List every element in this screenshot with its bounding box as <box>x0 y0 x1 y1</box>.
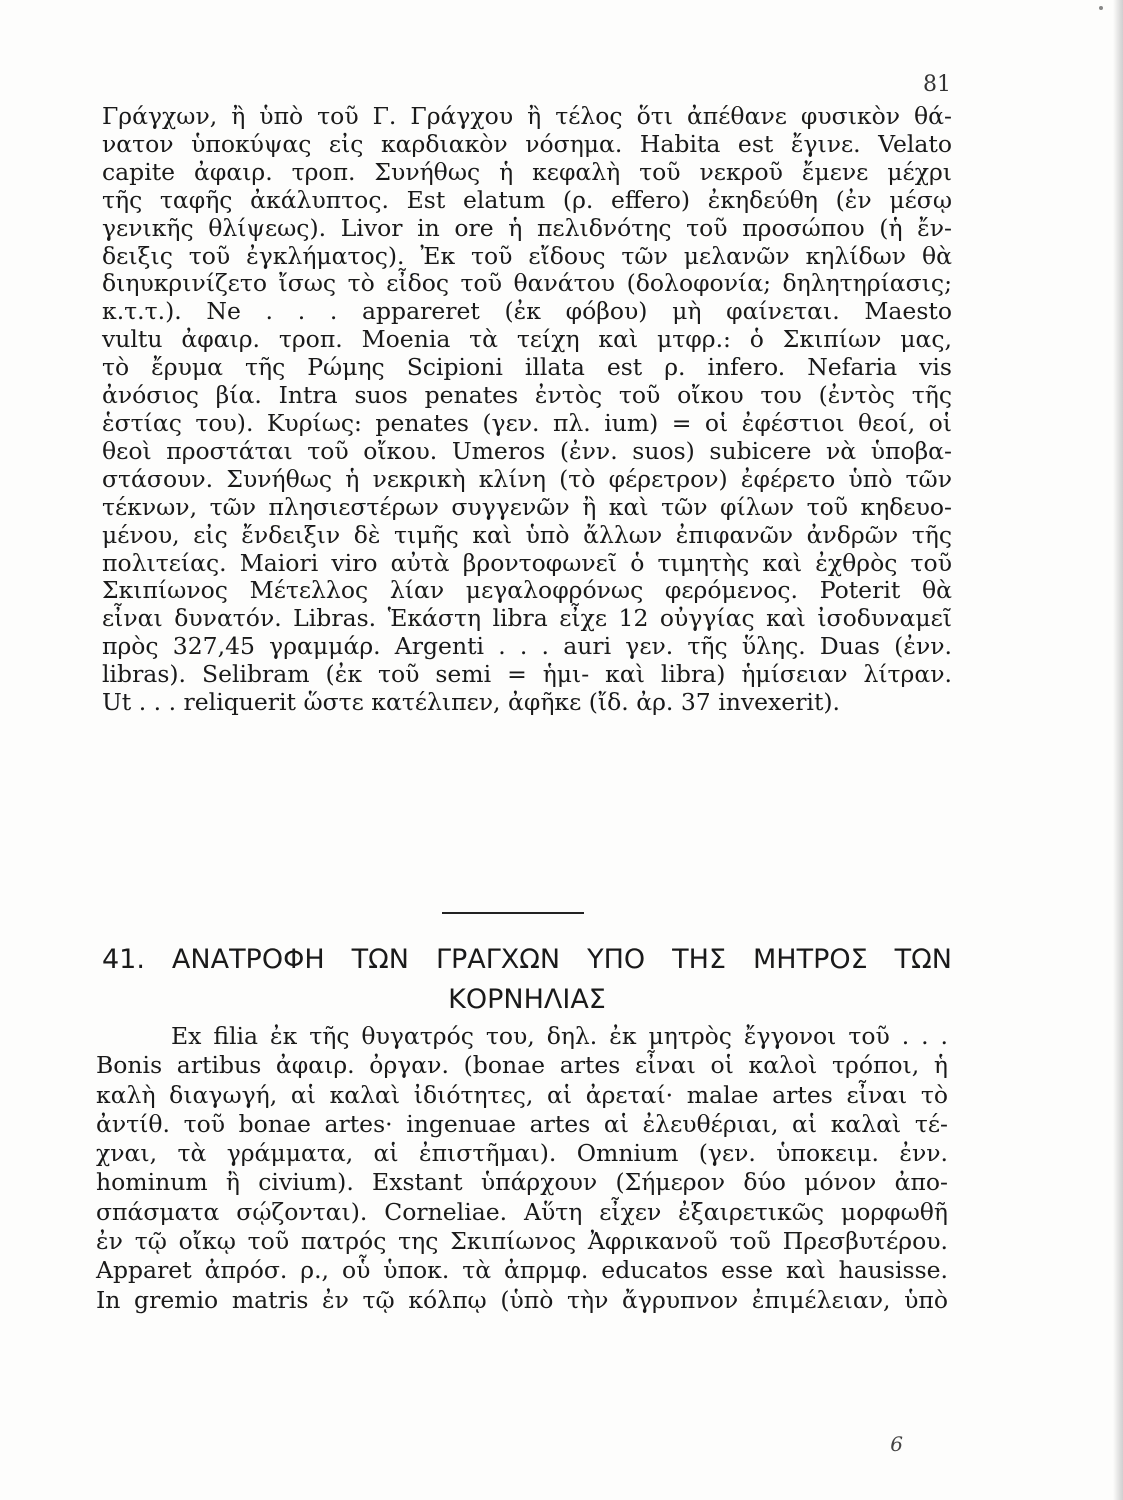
text-line: καλὴ διαγωγή, αἱ καλαὶ ἰδιότητες, αἱ ἀρεταί· malae artes εἶναι τὸ <box>96 1080 948 1109</box>
text-line: Ut . . . reliquerit ὥστε κατέλιπεν, ἀφῆκε (ἴδ. ἀρ. 37 invexerit). <box>102 688 841 717</box>
text-line: ἀνόσιος βία. Intra suos penates ἐντὸς τοῦ οἴκου του (ἐντὸς τῆς <box>102 381 952 410</box>
text-line: θεοὶ προστάται τοῦ οἴκου. Umeros (ἐνν. suos) subicere νὰ ὑποβα- <box>102 436 952 465</box>
text-line: εἶναι δυνατόν. Libras. Ἑκάστη libra εἶχε 12 οὐγγίας καὶ ἰσοδυναμεῖ <box>102 604 952 633</box>
text-line: Σκιπίωνος Μέτελλος λίαν μεγαλοφρόνως φερόμενος. Poterit θὰ <box>102 576 952 605</box>
text-line: τὸ ἔρυμα τῆς Ρώμης Scipioni illata est ρ. infero. Nefaria vis <box>102 353 952 382</box>
text-line: νατον ὑποκύψας εἰς καρδιακὸν νόσημα. Habita est ἔγινε. Velato <box>102 129 952 158</box>
section-heading-line-1: 41. ΑΝΑΤΡΟΦΗ ΤΩΝ ΓΡΑΓΧΩΝ ΥΠΟ ΤΗΣ ΜΗΤΡΟΣ ΤΩΝ <box>102 944 952 975</box>
text-line: δειξις τοῦ ἐγκλήματος). Ἐκ τοῦ εἴδους τῶν μελανῶν κηλίδων θὰ <box>102 241 952 270</box>
text-line: τέκνων, τῶν πλησιεστέρων συγγενῶν ἢ καὶ τῶν φίλων τοῦ κηδευο- <box>102 492 952 521</box>
text-line: πολιτείας. Maiori viro αὐτὰ βροντοφωνεῖ ὁ τιμητὴς καὶ ἐχθρὸς τοῦ <box>102 548 952 577</box>
text-line: capite ἀφαιρ. τροπ. Συνήθως ἡ κεφαλὴ τοῦ νεκροῦ ἔμενε μέχρι <box>102 157 952 186</box>
text-line: διηυκρινίζετο ἴσως τὸ εἶδος τοῦ θανάτου (δολοφονία; δηλητηρίασις; <box>102 269 952 298</box>
text-line: vultu ἀφαιρ. τροπ. Moenia τὰ τείχη καὶ μτφρ.: ὁ Σκιπίων μας, <box>102 325 952 354</box>
text-line: γενικῆς θλίψεως). Livor in ore ἡ πελιδνότης τοῦ προσώπου (ἡ ἔν- <box>102 213 952 242</box>
text-line: hominum ἢ civium). Exstant ὑπάρχουν (Σήμερον δύο μόνον ἀπο- <box>96 1168 948 1197</box>
text-line: μένου, εἰς ἔνδειξιν δὲ τιμῆς καὶ ὑπὸ ἄλλων ἐπιφανῶν ἀνδρῶν τῆς <box>102 520 952 549</box>
page-edge-shadow <box>1113 0 1123 1500</box>
section-heading <box>102 940 952 1020</box>
text-line: ἀντίθ. τοῦ bonae artes· ingenuae artes αἱ ἐλευθέριαι, αἱ καλαὶ τέ- <box>96 1109 948 1138</box>
section-divider <box>442 912 584 914</box>
text-line: Apparet ἀπρόσ. ρ., οὗ ὑποκ. τὰ ἀπρμφ. educatos esse καὶ hausisse. <box>96 1256 948 1285</box>
print-speck <box>1099 6 1103 10</box>
text-line: In gremio matris ἐν τῷ κόλπῳ (ὑπὸ τὴν ἄγρυπνον ἐπιμέλειαν, ὑπὸ <box>96 1285 948 1314</box>
text-line: τῆς ταφῆς ἀκάλυπτος. Est elatum (ρ. effero) ἐκηδεύθη (ἐν μέσῳ <box>102 185 952 214</box>
text-line: στάσουν. Συνήθως ἡ νεκρικὴ κλίνη (τὸ φέρετρον) ἐφέρετο ὑπὸ τῶν <box>102 464 952 493</box>
text-line: κ.τ.τ.). Ne . . . appareret (ἐκ φόβου) μὴ φαίνεται. Maesto <box>102 297 952 326</box>
text-line: Bonis artibus ἀφαιρ. ὀργαν. (bonae artes εἶναι οἱ καλοὶ τρόποι, ἡ <box>96 1051 948 1080</box>
text-line: ἑστίας του). Κυρίως: penates (γεν. πλ. ium) = οἱ ἐφέστιοι θεοί, οἱ <box>102 408 952 437</box>
page-number: 81 <box>923 72 951 97</box>
text-line: χναι, τὰ γράμματα, αἱ ἐπιστῆμαι). Omnium (γεν. ὑποκειμ. ἐνν. <box>96 1139 948 1168</box>
text-line: Γράγχων, ἢ ὑπὸ τοῦ Γ. Γράγχου ἢ τέλος ὅτι ἀπέθανε φυσικὸν θά- <box>102 102 952 130</box>
text-line: Ex filia ἐκ τῆς θυγατρός του, δηλ. ἐκ μητρὸς ἔγγονοι τοῦ . . . <box>171 1022 948 1050</box>
text-line: ἐν τῷ οἴκῳ τοῦ πατρός της Σκιπίωνος Ἀφρικανοῦ τοῦ Πρεσβυτέρου. <box>96 1227 948 1256</box>
commentary-section-41 <box>96 1022 948 1315</box>
text-line: πρὸς 327,45 γραμμάρ. Argenti . . . auri γεν. τῆς ὕλης. Duas (ἐνν. <box>102 632 952 661</box>
printer-signature-mark: 6 <box>890 1432 903 1456</box>
commentary-section-40 <box>102 103 952 717</box>
text-line: libras). Selibram (ἐκ τοῦ semi = ἡμι- καὶ libra) ἡμίσειαν λίτραν. <box>102 660 952 689</box>
section-heading-line-2: ΚΟΡΝΗΛΙΑΣ <box>448 984 606 1015</box>
text-line: σπάσματα σῴζονται). Corneliae. Αὕτη εἶχεν ἐξαιρετικῶς μορφωθῆ <box>96 1197 948 1226</box>
